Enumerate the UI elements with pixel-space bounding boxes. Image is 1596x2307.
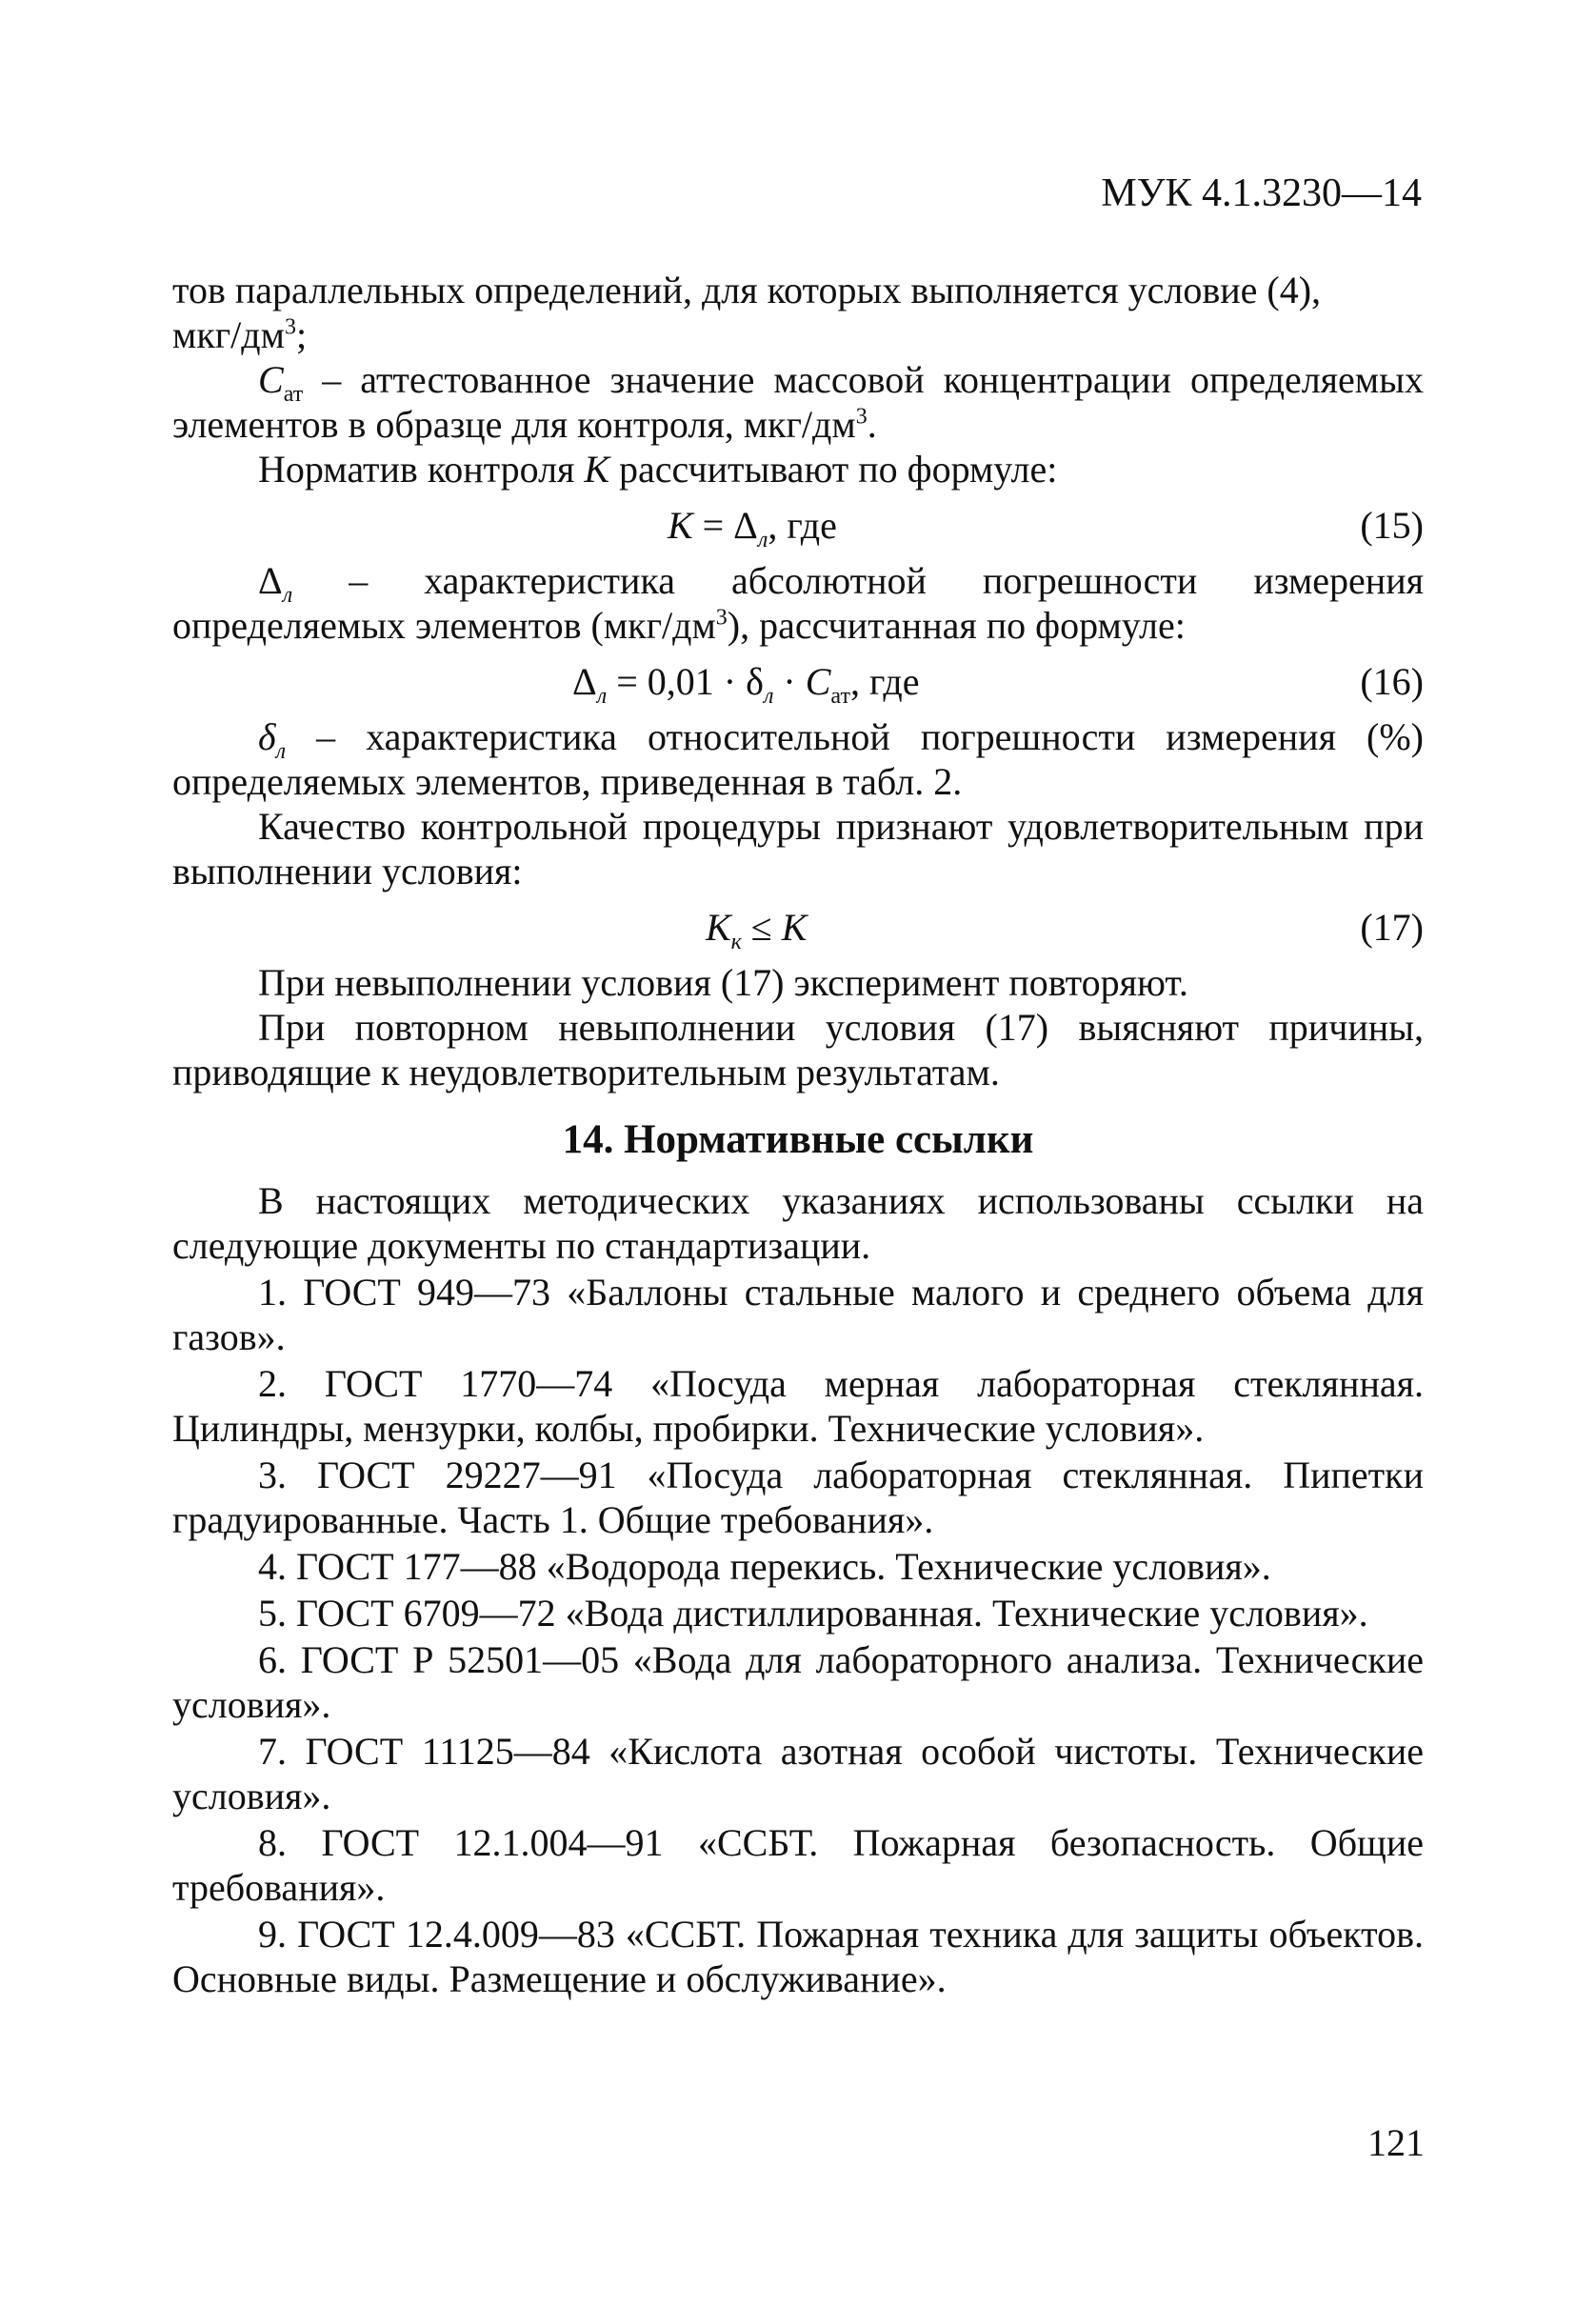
formula-16-sub1: л <box>596 684 608 709</box>
reference-item: 7. ГОСТ 11125—84 «Кислота азотная особой чистоты. Технические условия». <box>172 1730 1424 1817</box>
formula-17-le: ≤ <box>741 906 782 949</box>
formula-16-sub2: л <box>763 684 774 709</box>
unit-text: мкг/дм <box>172 313 285 356</box>
norm-intro-a: Норматив контроля <box>258 448 585 491</box>
formula-16-number: (16) <box>1360 660 1424 703</box>
formula-15-eq: = Δ <box>692 504 758 547</box>
d-definition <box>172 714 1424 804</box>
formula-17-k2: К <box>781 906 808 949</box>
reference-item: 9. ГОСТ 12.4.009—83 «ССБТ. Пожарная техника для защиты объектов. Основные виды. Размещение и обслуживание». <box>172 1913 1424 2000</box>
formula-17-expression <box>706 905 808 954</box>
formula-15-expression <box>668 503 837 552</box>
formula-16-delta: Δ <box>572 660 597 703</box>
formula-15 <box>172 499 1424 552</box>
unit-superscript: 3 <box>284 314 296 340</box>
document-code-header: МУК 4.1.3230—14 <box>1101 171 1422 215</box>
fail-once-paragraph: При невыполнении условия (17) эксперимент повторяют. <box>258 961 1188 1004</box>
reference-item: 6. ГОСТ Р 52501—05 «Вода для лабораторного анализа. Технические условия». <box>172 1638 1424 1726</box>
continued-paragraph <box>172 268 1424 357</box>
delta-subscript: л <box>282 583 293 608</box>
delta-text-a: – характеристика абсолютной погрешности измерения определяемых элементов (мкг/дм <box>172 559 1424 647</box>
reference-item: 1. ГОСТ 949—73 «Баллоны стальные малого и среднего объема для газов». <box>172 1271 1424 1358</box>
formula-16-expression <box>572 659 920 709</box>
reference-item: 3. ГОСТ 29227—91 «Посуда лабораторная стеклянная. Пипетки градуированные. Часть 1. Общие требования». <box>172 1454 1424 1541</box>
continued-line: тов параллельных определений, для которых выполняется условие (4), <box>172 269 1322 311</box>
reference-item: 8. ГОСТ 12.1.004—91 «ССБТ. Пожарная безопасность. Общие требования». <box>172 1821 1424 1909</box>
norm-intro-b: рассчитывают по формуле: <box>608 448 1058 491</box>
cat-end: . <box>867 403 877 446</box>
cat-superscript: 3 <box>855 404 868 430</box>
reference-item: 4. ГОСТ 177—88 «Водорода перекись. Технические условия». <box>258 1545 1271 1588</box>
page-content <box>172 268 1424 2001</box>
page-number: 121 <box>1367 2121 1425 2164</box>
quality-paragraph: Качество контрольной процедуры признают удовлетворительным при выполнении условия: <box>172 805 1424 893</box>
norm-intro <box>172 447 1424 491</box>
d-text: – характеристика относительной погрешности измерения (%) определяемых элементов, приведенная в табл. 2. <box>172 715 1424 803</box>
d-symbol: δ <box>258 715 276 758</box>
norm-intro-k: К <box>584 448 609 491</box>
formula-15-sub: л <box>757 528 768 552</box>
cat-text: – аттестованное значение массовой концентрации определяемых элементов в образце для контроля, мкг/дм <box>172 358 1424 446</box>
formula-17-sub: к <box>730 930 742 954</box>
formula-15-k: К <box>668 504 693 547</box>
delta-text-b: ), рассчитанная по формуле: <box>727 604 1186 647</box>
cat-symbol: С <box>258 358 284 401</box>
delta-superscript: 3 <box>715 605 728 631</box>
formula-16-c: С <box>805 660 831 703</box>
formula-16-mid: = 0,01 · δ <box>607 660 764 703</box>
d-subscript: л <box>275 739 287 764</box>
formula-15-where: , где <box>768 504 837 547</box>
formula-16-where: , где <box>849 660 920 703</box>
formula-17-k: К <box>706 906 731 949</box>
formula-17-number: (17) <box>1360 906 1424 949</box>
section-intro: В настоящих методических указаниях использованы ссылки на следующие документы по стандартизации. <box>172 1179 1424 1267</box>
unit-end: ; <box>295 313 308 356</box>
reference-item: 2. ГОСТ 1770—74 «Посуда мерная лабораторная стеклянная. Цилиндры, мензурки, колбы, пробирки. Технические условия». <box>172 1362 1424 1450</box>
formula-16 <box>172 655 1424 709</box>
formula-17 <box>172 901 1424 954</box>
reference-item: 5. ГОСТ 6709—72 «Вода дистиллированная. Технические условия». <box>258 1592 1368 1635</box>
formula-16-dot: · <box>773 660 806 703</box>
cat-definition <box>172 357 1424 447</box>
formula-16-sub3: ат <box>830 684 850 709</box>
cat-subscript: ат <box>283 382 304 407</box>
delta-definition <box>172 558 1424 648</box>
delta-symbol: Δ <box>258 559 283 602</box>
fail-again-paragraph: При повторном невыполнении условия (17) выясняют причины, приводящие к неудовлетворительным результатам. <box>172 1006 1424 1093</box>
formula-15-number: (15) <box>1360 504 1424 547</box>
section-heading: 14. Нормативные ссылки <box>562 1117 1034 1162</box>
